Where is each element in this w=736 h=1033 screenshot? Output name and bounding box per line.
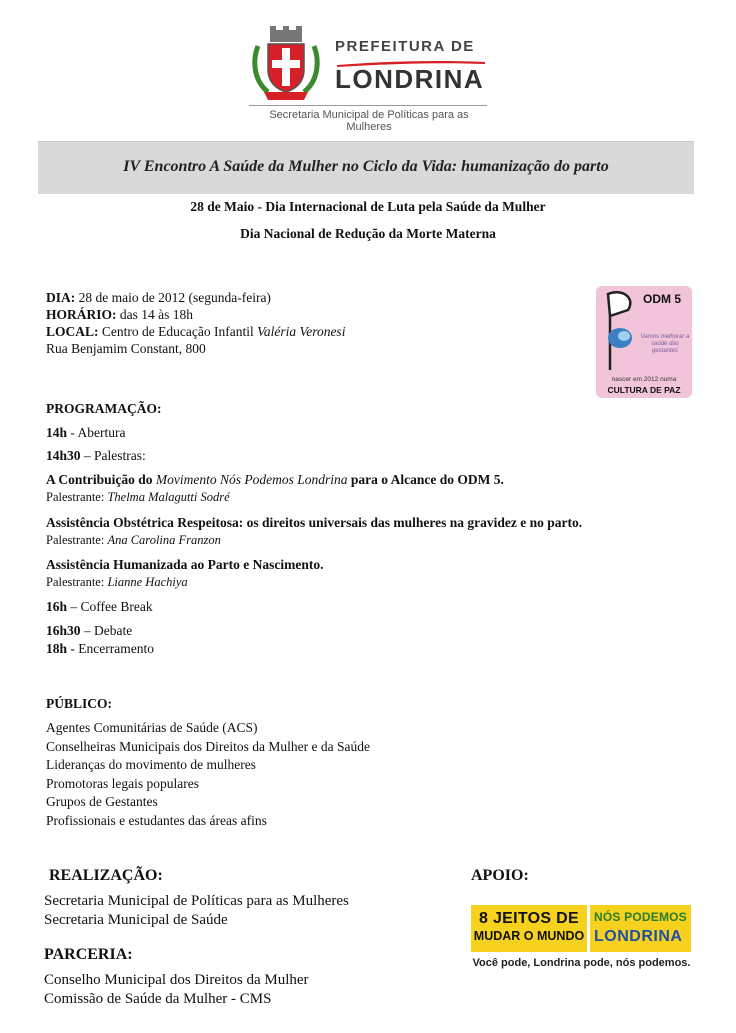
parceria-item: Conselho Municipal dos Direitos da Mulher: [44, 972, 309, 988]
realizacao-item: Secretaria Municipal de Saúde: [44, 912, 228, 928]
date-label: DIA:: [46, 290, 76, 305]
talk-speaker: [46, 574, 188, 591]
pregnant-woman-icon: [602, 290, 642, 376]
speaker-label: Palestrante:: [46, 533, 108, 547]
event-subtitle-1: 28 de Maio - Dia Internacional de Luta pela Saúde da Mulher: [190, 199, 546, 214]
odm5-badge: [596, 286, 692, 398]
time-line: [46, 306, 193, 323]
secretaria-name: Secretaria Municipal de Políticas para as Mulheres: [269, 109, 469, 133]
audience-item: Profissionais e estudantes das áreas afins: [46, 813, 267, 828]
program-item: [46, 622, 132, 639]
talk-title-part: Assistência Obstétrica Respeitosa: os direitos universais das mulheres na gravidez e no parto.: [46, 515, 583, 530]
talk-title: [46, 556, 323, 573]
apoio-slogan: Você pode, Londrina pode, nós podemos.: [472, 957, 691, 969]
divider: [249, 105, 487, 106]
logo-line: MUDAR O MUNDO: [473, 929, 585, 943]
location-name: Valéria Veronesi: [257, 324, 346, 339]
program-heading: PROGRAMAÇÃO:: [46, 401, 162, 416]
program-text: - Abertura: [67, 425, 126, 440]
odm-footer-2: CULTURA DE PAZ: [607, 385, 681, 395]
date-value: 28 de maio de 2012 (segunda-feira): [75, 290, 271, 305]
logo-line: 8 JEITOS DE: [479, 910, 579, 927]
address-line: Rua Benjamim Constant, 800: [46, 341, 206, 356]
program-text: – Debate: [80, 623, 133, 638]
talk-title-part: Assistência Humanizada ao Parto e Nascimento.: [46, 557, 324, 572]
talk-title-part: para o Alcance do ODM 5.: [347, 472, 504, 487]
program-text: – Palestras:: [80, 448, 146, 463]
parceria-heading: PARCERIA:: [44, 946, 133, 963]
audience-item: Conselheiras Municipais dos Direitos da Mulher e da Saúde: [46, 739, 370, 754]
location-value: Centro de Educação Infantil: [98, 324, 258, 339]
speaker-label: Palestrante:: [46, 575, 108, 589]
program-time: 14h: [46, 425, 68, 440]
speaker-name: Thelma Malagutti Sodré: [107, 490, 230, 504]
location-label: LOCAL:: [46, 324, 99, 339]
realizacao-heading: REALIZAÇÃO:: [49, 867, 163, 884]
event-subtitle-2: Dia Nacional de Redução da Morte Materna: [240, 226, 496, 241]
city-name: LONDRINA: [335, 64, 485, 94]
program-time: 18h: [46, 641, 68, 656]
talk-speaker: [46, 532, 221, 549]
coat-of-arms-icon: [250, 26, 322, 104]
logo-line: LONDRINA: [594, 928, 683, 945]
time-value: das 14 às 18h: [116, 307, 193, 322]
program-time: 16h: [46, 599, 68, 614]
speaker-name: Lianne Hachiya: [107, 575, 188, 589]
speaker-label: Palestrante:: [46, 490, 108, 504]
event-title: IV Encontro A Saúde da Mulher no Ciclo da Vida: humanização do parto: [123, 158, 609, 175]
prefeitura-de-label: PREFEITURA DE: [335, 38, 475, 55]
program-time: 14h30: [46, 448, 81, 463]
speaker-name: Ana Carolina Franzon: [107, 533, 221, 547]
title-band: [38, 141, 694, 194]
program-item: [46, 598, 153, 615]
realizacao-item: Secretaria Municipal de Políticas para as Mulheres: [44, 893, 349, 909]
talk-title: [46, 514, 582, 531]
parceria-item: Comissão de Saúde da Mulher - CMS: [44, 991, 272, 1007]
odm-title: ODM 5: [643, 292, 682, 306]
program-time: 16h30: [46, 623, 81, 638]
apoio-heading: APOIO:: [471, 867, 529, 884]
talk-title: [46, 471, 504, 488]
program-item: [46, 640, 154, 657]
program-item: [46, 447, 146, 464]
time-label: HORÁRIO:: [46, 307, 117, 322]
8-jeitos-logo: [471, 905, 587, 952]
audience-item: Promotoras legais populares: [46, 776, 199, 791]
logo-line: NÓS PODEMOS: [594, 910, 687, 924]
program-text: - Encerramento: [67, 641, 154, 656]
audience-heading: PÚBLICO:: [46, 696, 113, 711]
program-text: – Coffee Break: [67, 599, 153, 614]
audience-item: Grupos de Gestantes: [46, 794, 158, 809]
prefeitura-logo: [247, 26, 492, 133]
talk-speaker: [46, 489, 230, 506]
nos-podemos-logo: [590, 905, 691, 952]
odm-text: Vamos melhorar a saúde das gestantes: [640, 334, 690, 354]
date-line: [46, 289, 271, 306]
odm-footer-1: nascer em 2012 numa: [611, 376, 677, 383]
program-item: [46, 424, 126, 441]
audience-item: Agentes Comunitárias de Saúde (ACS): [46, 720, 258, 735]
talk-title-part: A Contribuição do: [46, 472, 156, 487]
talk-title-emphasis: Movimento Nós Podemos Londrina: [155, 472, 348, 487]
location-line: [46, 323, 345, 340]
audience-item: Lideranças do movimento de mulheres: [46, 757, 256, 772]
